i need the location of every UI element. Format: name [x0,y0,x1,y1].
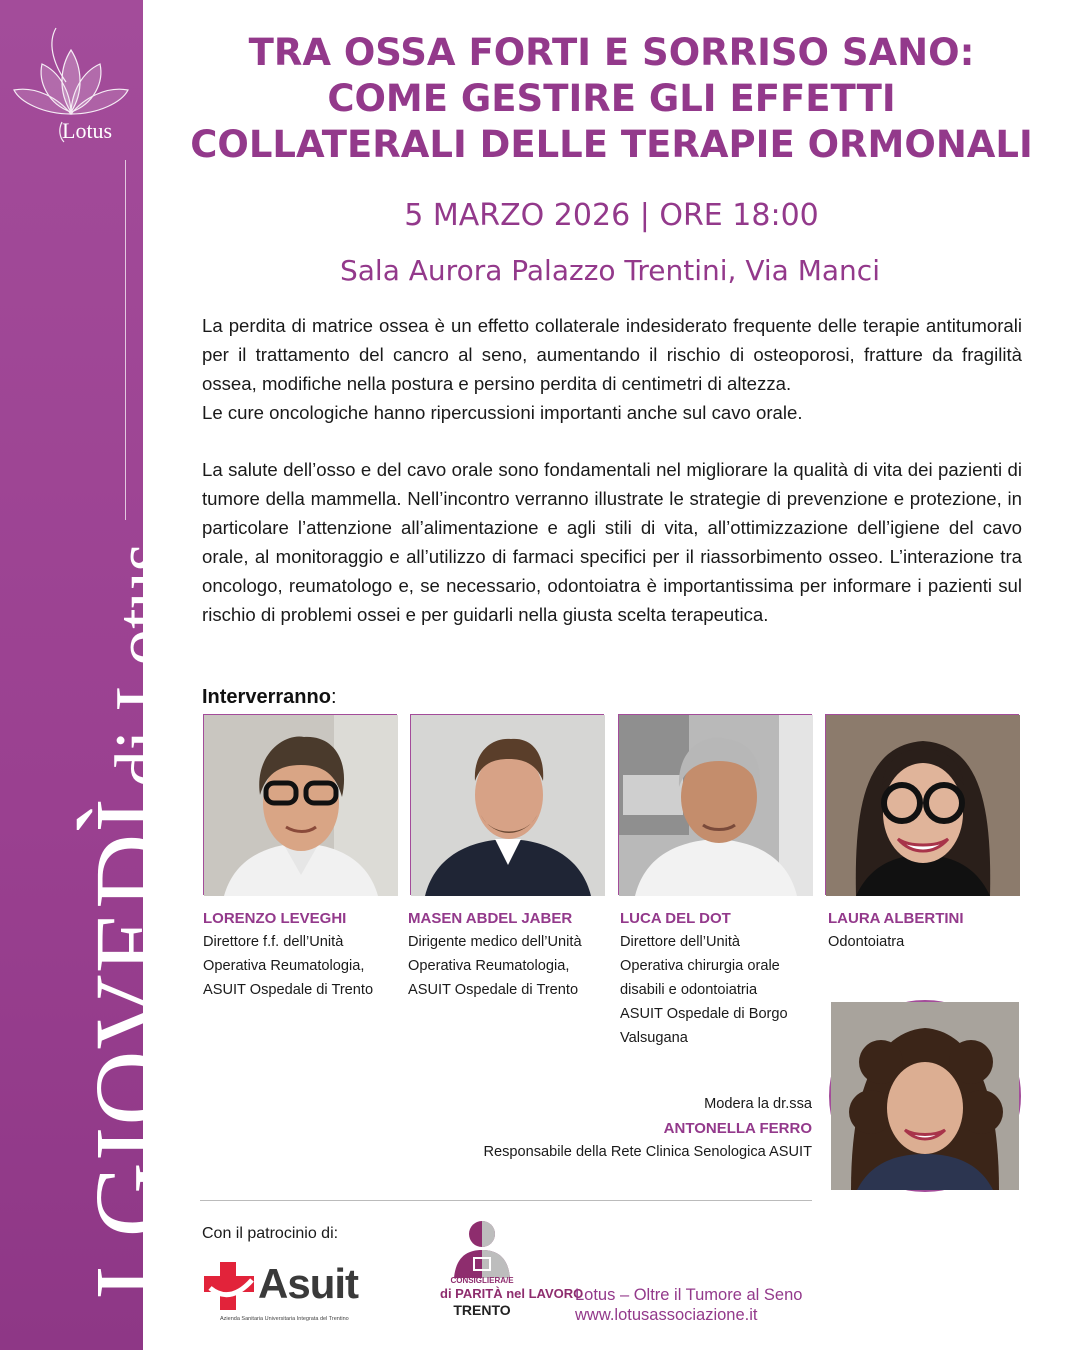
patronage-label: Con il patrocinio di: [202,1225,339,1242]
speaker-card-4 [828,908,1028,954]
consigliera-figure-icon [440,1220,524,1278]
org-website-link[interactable]: www.lotusassociazione.it [575,1306,758,1324]
consigliera-line-2: di PARITÀ nel LAVORO [440,1286,584,1301]
asuit-wordmark: Asuit [258,1260,358,1307]
description-p2: La salute dell’osso e del cavo orale sono fondamentali nel migliorare la qualità di vita dei pazienti di tumore della mammella. Nell’incontro verranno illustrate le strategie di prevenzione e protezione, in particolare l’attenzione all’alimentazione e agli stili di vita, all’ottimizzazione dell’igiene del cavo orale, al monitoraggio e all’utilizzo di farmaci specifici per il riassorbimento osseo. L’interazione tra oncologo, reumatologo e, se necessario, odontoiatra è importantissima per informare i pazienti sul rischio di problemi ossei e per guidarli nella giusta scelta terapeutica. [202,459,1022,625]
event-date: 5 MARZO 2026 | ORE 18:00 [404,198,819,233]
speaker-name: LORENZO LEVEGHI [203,910,347,927]
title-line-3: COLLATERALI DELLE TERAPIE ORMONALI [190,123,1033,166]
speaker-photo-1 [203,714,397,895]
portrait-icon [204,715,398,896]
speaker-name: LAURA ALBERTINI [828,910,964,927]
org-tagline: Lotus – Oltre il Tumore al Seno [575,1286,803,1304]
portrait-icon [831,1002,1019,1190]
moderator-name: ANTONELLA FERRO [663,1120,812,1137]
consigliera-parita-logo [440,1220,584,1330]
sidebar-divider [125,160,126,520]
logo-text: Lotus [62,118,113,143]
speaker-role: Direttore dell’Unità Operativa chirurgia orale disabili e odontoiatria ASUIT Ospedale di Borgo Valsugana [620,934,788,1046]
consigliera-line-3: TRENTO [453,1302,511,1318]
title-line-2: COME GESTIRE GLI EFFETTI [327,77,896,120]
speakers-label-colon: : [330,686,337,708]
description-p1b: Le cure oncologiche hanno ripercussioni importanti anche sul cavo orale. [202,402,803,423]
asuit-cross-icon [202,1258,258,1314]
speaker-name: MASEN ABDEL JABER [408,910,573,927]
speaker-name: LUCA DEL DOT [620,910,731,927]
moderator-role: Responsabile della Rete Clinica Senologica ASUIT [483,1144,812,1160]
moderator-intro: Modera la dr.ssa [704,1096,812,1112]
speaker-card-2 [408,908,608,1002]
vertical-series-title [72,543,191,1300]
speakers-heading [202,686,337,709]
description-p1a: La perdita di matrice ossea è un effetto collaterale indesiderato frequente delle terapie antitumorali per il trattamento del cancro al seno, aumentando il rischio di osteoporosi, fratture da fragilità ossea, modifiche nella postura e persino perdita di centimetri di altezza. [202,315,1022,394]
speaker-photo-4 [825,714,1019,895]
event-title [143,30,1080,168]
moderator-photo [829,1000,1021,1192]
asuit-subtitle: Azienda Sanitaria Universitaria Integrata del Trentino [220,1316,349,1322]
speaker-card-1 [203,908,403,1002]
speaker-card-3 [620,908,820,1050]
description-paragraph-1 [202,311,1022,427]
speaker-photo-2 [410,714,604,895]
portrait-icon [619,715,813,896]
portrait-icon [411,715,605,896]
event-venue: Sala Aurora Palazzo Trentini, Via Manci [340,254,880,287]
portrait-icon [826,715,1020,896]
speakers-label: Interverranno [202,686,331,708]
description-paragraph-2 [202,455,1022,629]
vertical-title-small: di Lotus [101,542,183,788]
footer-divider [200,1200,812,1201]
speaker-role: Dirigente medico dell’Unità Operativa Reumatologia, ASUIT Ospedale di Trento [408,934,582,998]
title-line-1: TRA OSSA FORTI E SORRISO SANO: [248,31,975,74]
speaker-photo-3 [618,714,812,895]
sidebar [0,0,189,1350]
vertical-title-big: I GIOVEDÌ [74,797,189,1300]
speaker-role: Odontoiatra [828,934,905,950]
asuit-logo [202,1256,382,1331]
speaker-role: Direttore f.f. dell’Unità Operativa Reumatologia, ASUIT Ospedale di Trento [203,934,374,998]
consigliera-line-1: CONSIGLIERA/E [450,1276,514,1285]
